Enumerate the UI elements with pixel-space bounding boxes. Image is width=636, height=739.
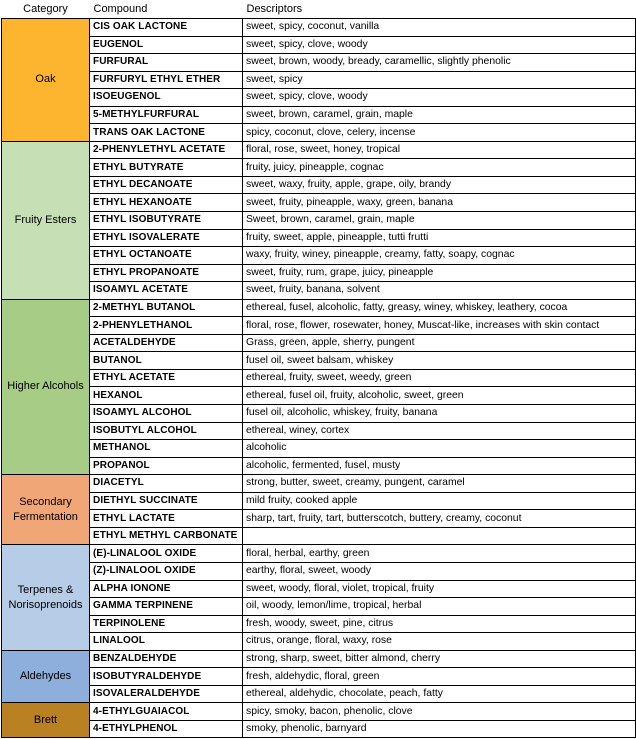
table-row <box>2 36 636 54</box>
table-body <box>2 19 636 738</box>
descriptors-cell: waxy, fruity, winey, pineapple, creamy, fatty, soapy, cognac <box>243 247 636 265</box>
category-cell: Higher Alcohols <box>2 299 90 474</box>
compound-cell: ISOBUTYRALDEHYDE <box>90 668 243 686</box>
compound-cell: 2-PHENYLETHANOL <box>90 317 243 335</box>
compound-cell: ETHYL HEXANOATE <box>90 194 243 212</box>
category-cell: Aldehydes <box>2 650 90 703</box>
descriptors-cell: ethereal, fruity, sweet, weedy, green <box>243 369 636 387</box>
compound-cell: TERPINOLENE <box>90 615 243 633</box>
compound-cell: ISOEUGENOL <box>90 89 243 107</box>
descriptors-cell: strong, sharp, sweet, bitter almond, cherry <box>243 650 636 668</box>
descriptors-cell: sweet, brown, caramel, grain, maple <box>243 106 636 124</box>
descriptors-cell: fusel oil, alcoholic, whiskey, fruity, banana <box>243 405 636 423</box>
descriptors-cell: sweet, woody, floral, violet, tropical, fruity <box>243 580 636 598</box>
table-row <box>2 650 636 668</box>
table-row <box>2 703 636 721</box>
descriptors-cell: floral, rose, sweet, honey, tropical <box>243 141 636 159</box>
descriptors-cell: sweet, fruity, rum, grape, juicy, pineapple <box>243 264 636 282</box>
descriptors-cell: ethereal, aldehydic, chocolate, peach, fatty <box>243 685 636 703</box>
descriptors-cell: Sweet, brown, caramel, grain, maple <box>243 212 636 230</box>
descriptors-cell: fusel oil, sweet balsam, whiskey <box>243 352 636 370</box>
descriptors-cell: spicy, coconut, clove, celery, incense <box>243 124 636 142</box>
compound-cell: ETHYL ISOBUTYRATE <box>90 212 243 230</box>
descriptors-cell: ethereal, fusel oil, fruity, alcoholic, sweet, green <box>243 387 636 405</box>
table-row <box>2 317 636 335</box>
descriptors-cell: earthy, floral, sweet, woody <box>243 562 636 580</box>
table-row <box>2 598 636 616</box>
descriptors-cell: floral, herbal, earthy, green <box>243 545 636 563</box>
compound-cell: ALPHA IONONE <box>90 580 243 598</box>
compound-cell: FURFURYL ETHYL ETHER <box>90 71 243 89</box>
descriptors-cell <box>243 527 636 545</box>
compound-cell: 5-METHYLFURFURAL <box>90 106 243 124</box>
compound-cell: 4-ETHYLGUAIACOL <box>90 703 243 721</box>
table-row <box>2 457 636 475</box>
table-row <box>2 369 636 387</box>
table-row <box>2 282 636 300</box>
table-row <box>2 527 636 545</box>
compound-cell: ETHYL BUTYRATE <box>90 159 243 177</box>
descriptors-cell: oil, woody, lemon/lime, tropical, herbal <box>243 598 636 616</box>
table-row <box>2 422 636 440</box>
descriptors-cell: mild fruity, cooked apple <box>243 492 636 510</box>
compound-cell: (Z)-LINALOOL OXIDE <box>90 562 243 580</box>
table-row <box>2 720 636 738</box>
descriptors-cell: sweet, spicy, coconut, vanilla <box>243 19 636 37</box>
compound-cell: ETHYL METHYL CARBONATE <box>90 527 243 545</box>
table-row <box>2 352 636 370</box>
table-row <box>2 615 636 633</box>
descriptors-cell: alcoholic, fermented, fusel, musty <box>243 457 636 475</box>
compound-cell: METHANOL <box>90 440 243 458</box>
compound-cell: ISOBUTYL ALCOHOL <box>90 422 243 440</box>
table-row <box>2 440 636 458</box>
table-row <box>2 54 636 72</box>
descriptors-cell: sweet, spicy, clove, woody <box>243 89 636 107</box>
descriptors-cell: ethereal, fusel, alcoholic, fatty, greasy, winey, whiskey, leathery, cocoa <box>243 299 636 317</box>
descriptors-cell: fresh, aldehydic, floral, green <box>243 668 636 686</box>
descriptors-cell: fresh, woody, sweet, pine, citrus <box>243 615 636 633</box>
descriptors-cell: strong, butter, sweet, creamy, pungent, caramel <box>243 475 636 493</box>
compound-cell: ETHYL PROPANOATE <box>90 264 243 282</box>
compound-cell: (E)-LINALOOL OXIDE <box>90 545 243 563</box>
descriptors-cell: sweet, fruity, banana, solvent <box>243 282 636 300</box>
table-row <box>2 492 636 510</box>
compound-cell: EUGENOL <box>90 36 243 54</box>
compound-cell: DIETHYL SUCCINATE <box>90 492 243 510</box>
compound-cell: ISOAMYL ACETATE <box>90 282 243 300</box>
table-row <box>2 334 636 352</box>
compound-cell: ACETALDEHYDE <box>90 334 243 352</box>
header-compound: Compound <box>93 3 148 15</box>
table-row <box>2 405 636 423</box>
table-row <box>2 176 636 194</box>
header-category: Category <box>23 3 68 15</box>
descriptors-cell: floral, rose, flower, rosewater, honey, Muscat-like, increases with skin contact <box>243 317 636 335</box>
table-row <box>2 668 636 686</box>
table-row <box>2 124 636 142</box>
table-row <box>2 212 636 230</box>
compound-cell: ISOAMYL ALCOHOL <box>90 405 243 423</box>
compound-cell: ETHYL LACTATE <box>90 510 243 528</box>
category-cell: Secondary Fermentation <box>2 475 90 545</box>
compound-cell: ETHYL DECANOATE <box>90 176 243 194</box>
compounds-table <box>1 0 636 738</box>
table-row <box>2 264 636 282</box>
compound-cell: PROPANOL <box>90 457 243 475</box>
category-cell: Terpenes & Norisoprenoids <box>2 545 90 650</box>
descriptors-cell: sweet, spicy, clove, woody <box>243 36 636 54</box>
table-row <box>2 510 636 528</box>
descriptors-cell: sharp, tart, fruity, tart, butterscotch, buttery, creamy, coconut <box>243 510 636 528</box>
compound-cell: ETHYL ACETATE <box>90 369 243 387</box>
table-row <box>2 106 636 124</box>
compound-cell: BENZALDEHYDE <box>90 650 243 668</box>
table-row <box>2 387 636 405</box>
descriptors-cell: alcoholic <box>243 440 636 458</box>
table-row <box>2 475 636 493</box>
descriptors-cell: fruity, juicy, pineapple, cognac <box>243 159 636 177</box>
descriptors-cell: spicy, smoky, bacon, phenolic, clove <box>243 703 636 721</box>
table-row <box>2 141 636 159</box>
table-row <box>2 633 636 651</box>
compound-cell: TRANS OAK LACTONE <box>90 124 243 142</box>
descriptors-cell: Grass, green, apple, sherry, pungent <box>243 334 636 352</box>
compound-cell: 2-PHENYLETHYL ACETATE <box>90 141 243 159</box>
descriptors-cell: smoky, phenolic, barnyard <box>243 720 636 738</box>
category-cell: Brett <box>2 703 90 738</box>
descriptors-cell: sweet, spicy <box>243 71 636 89</box>
compound-cell: 2-METHYL BUTANOL <box>90 299 243 317</box>
compound-cell: 4-ETHYLPHENOL <box>90 720 243 738</box>
compound-cell: ETHYL OCTANOATE <box>90 247 243 265</box>
header-descriptors: Descriptors <box>246 3 303 15</box>
descriptors-cell: sweet, waxy, fruity, apple, grape, oily, brandy <box>243 176 636 194</box>
table-row <box>2 685 636 703</box>
table-row <box>2 19 636 37</box>
compound-cell: BUTANOL <box>90 352 243 370</box>
compound-cell: DIACETYL <box>90 475 243 493</box>
compound-cell: ETHYL ISOVALERATE <box>90 229 243 247</box>
compound-cell: CIS OAK LACTONE <box>90 19 243 37</box>
descriptors-cell: sweet, fruity, pineapple, waxy, green, banana <box>243 194 636 212</box>
table-row <box>2 194 636 212</box>
compound-cell: HEXANOL <box>90 387 243 405</box>
compound-cell: GAMMA TERPINENE <box>90 598 243 616</box>
table-row <box>2 545 636 563</box>
table-row <box>2 229 636 247</box>
descriptors-cell: ethereal, winey, cortex <box>243 422 636 440</box>
table-row <box>2 299 636 317</box>
table-row <box>2 562 636 580</box>
category-cell: Oak <box>2 19 90 142</box>
descriptors-cell: citrus, orange, floral, waxy, rose <box>243 633 636 651</box>
compound-cell: FURFURAL <box>90 54 243 72</box>
descriptors-cell: sweet, brown, woody, bready, caramellic, slightly phenolic <box>243 54 636 72</box>
header-row <box>2 0 636 19</box>
table-row <box>2 580 636 598</box>
table-row <box>2 71 636 89</box>
compound-cell: LINALOOL <box>90 633 243 651</box>
descriptors-cell: fruity, sweet, apple, pineapple, tutti frutti <box>243 229 636 247</box>
table-row <box>2 247 636 265</box>
table-row <box>2 159 636 177</box>
table-row <box>2 89 636 107</box>
category-cell: Fruity Esters <box>2 141 90 299</box>
compound-cell: ISOVALERALDEHYDE <box>90 685 243 703</box>
